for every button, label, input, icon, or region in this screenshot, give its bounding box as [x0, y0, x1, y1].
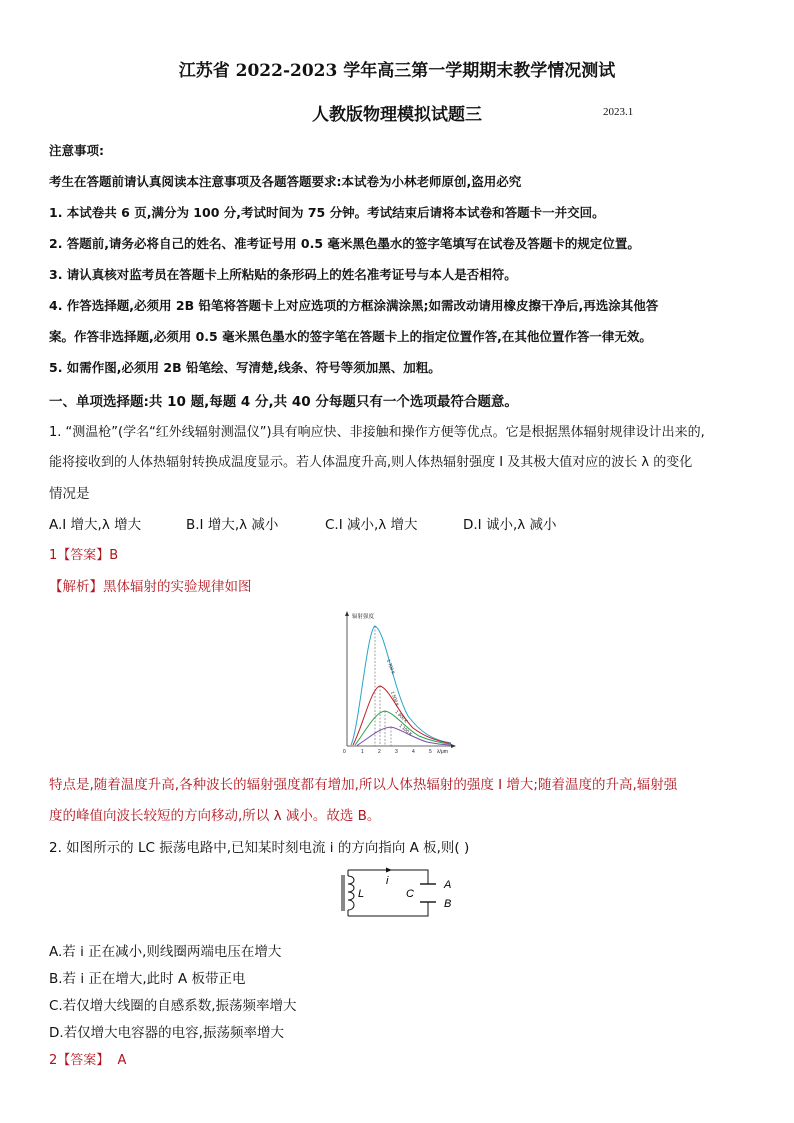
x-axis-arrow — [451, 744, 456, 748]
notice-line: 3. 请认真核对监考员在答题卡上所粘贴的条形码上的姓名准考证号与本人是否相符。 — [49, 267, 517, 282]
curve-label: 1 100 K — [398, 722, 414, 737]
section-heading: 一、单项选择题:共 10 题,每题 4 分,共 40 分每题只有一个选项最符合题意。 — [49, 394, 518, 410]
plate-a-label: A — [444, 879, 452, 891]
analysis-label: 【解析】 — [49, 579, 103, 595]
notice-line: 5. 如需作图,必须用 2B 铅笔绘、写清楚,线条、符号等须加黑、加粗。 — [49, 360, 441, 375]
inductor-coil — [348, 876, 354, 910]
curve-label: 1 500 K — [390, 690, 401, 707]
notice-line: 2. 答题前,请务必将自己的姓名、准考证号用 0.5 毫米黑色墨水的签字笔填写在试卷及答题卡的规定位置。 — [49, 236, 640, 251]
q2-option-c: C.若仅增大线圈的自感系数,振荡频率增大 — [49, 998, 297, 1014]
inductor-label: L — [358, 888, 365, 900]
q1-option-d: D.I 诚小,λ 减小 — [463, 517, 557, 533]
y-axis-arrow — [345, 611, 349, 616]
notice-heading: 注意事项: — [49, 143, 104, 158]
notice-line: 1. 本试卷共 6 页,满分为 100 分,考试时间为 75 分钟。考试结束后请将本试卷和答题卡一并交回。 — [49, 205, 605, 220]
wire — [348, 902, 428, 916]
page-subtitle: 人教版物理模拟试题三 — [312, 105, 482, 125]
q2-answer-value: A — [117, 1053, 127, 1068]
tick-label: 1 — [361, 749, 364, 755]
notice-line: 案。作答非选择题,必须用 0.5 毫米黑色墨水的签字笔在答题卡上的指定位置作答,在其他位置作答一律无效。 — [49, 329, 652, 344]
q1-stem-line: 情况是 — [49, 486, 90, 502]
q1-option-c: C.I 减小,λ 增大 — [325, 517, 418, 533]
q1-explain-line: 度的峰值向波长较短的方向移动,所以 λ 减小。故选 B。 — [49, 808, 381, 824]
q1-stem-line: 能将接收到的人体热辐射转换成温度显示。若人体温度升高,则人体热辐射强度 I 及其极大值对应的波长 λ 的变化 — [49, 455, 693, 470]
exam-date: 2023.1 — [603, 106, 634, 118]
q1-analysis — [49, 575, 252, 595]
q2-answer — [49, 1049, 126, 1068]
notice-line: 考生在答题前请认真阅读本注意事项及各题答题要求:本试卷为小林老师原创,盗用必究 — [49, 174, 522, 189]
q1-option-a: A.I 增大,λ 增大 — [49, 517, 142, 533]
x-axis-label: λ/μm — [437, 749, 448, 755]
notice-line: 4. 作答选择题,必须用 2B 铅笔将答题卡上对应选项的方框涂满涂黑;如需改动请用橡皮擦干净后,再选涂其他答 — [49, 298, 659, 313]
tick-label: 3 — [395, 749, 398, 755]
blackbody-radiation-figure — [333, 608, 461, 756]
curve-label: 1 300 K — [394, 709, 409, 724]
tick-label: 0 — [343, 749, 346, 755]
y-axis-label: 辐射强度 — [352, 614, 375, 620]
q2-option-d: D.若仅增大电容器的电容,振荡频率增大 — [49, 1025, 284, 1041]
q1-explain-line: 特点是,随着温度升高,各种波长的辐射强度都有增加,所以人体热辐射的强度 I 增大;随着温度的升高,辐射强 — [49, 777, 678, 793]
q1-answer: 1【答案】B — [49, 548, 119, 563]
lc-circuit-diagram — [334, 862, 464, 924]
capacitor-label: C — [406, 888, 414, 900]
q1-stem-line: 1. “测温枪”(学名“红外线辐射测温仪”)具有响应快、非接触和操作方便等优点。它是根据黑体辐射规律设计出来的, — [49, 425, 705, 440]
tick-label: 5 — [429, 749, 432, 755]
analysis-text: 黑体辐射的实验规律如图 — [103, 579, 252, 595]
q2-option-a: A.若 i 正在减小,则线圈两端电压在增大 — [49, 944, 282, 960]
q2-stem: 2. 如图所示的 LC 振荡电路中,已知某时刻电流 i 的方向指向 A 板,则( ) — [49, 840, 470, 856]
page-title: 江苏省 2022-2023 学年高三第一学期期末教学情况测试 — [178, 61, 616, 81]
q2-answer-label: 2【答案】 — [49, 1053, 110, 1068]
q1-option-b: B.I 增大,λ 减小 — [186, 517, 279, 533]
tick-label: 4 — [412, 749, 415, 755]
curve-label: 1 700 K — [386, 658, 397, 675]
q2-option-b: B.若 i 正在增大,此时 A 板带正电 — [49, 971, 246, 987]
current-arrow-icon — [386, 868, 392, 873]
plate-b-label: B — [444, 898, 452, 910]
tick-label: 2 — [378, 749, 381, 755]
current-label: i — [386, 875, 389, 887]
